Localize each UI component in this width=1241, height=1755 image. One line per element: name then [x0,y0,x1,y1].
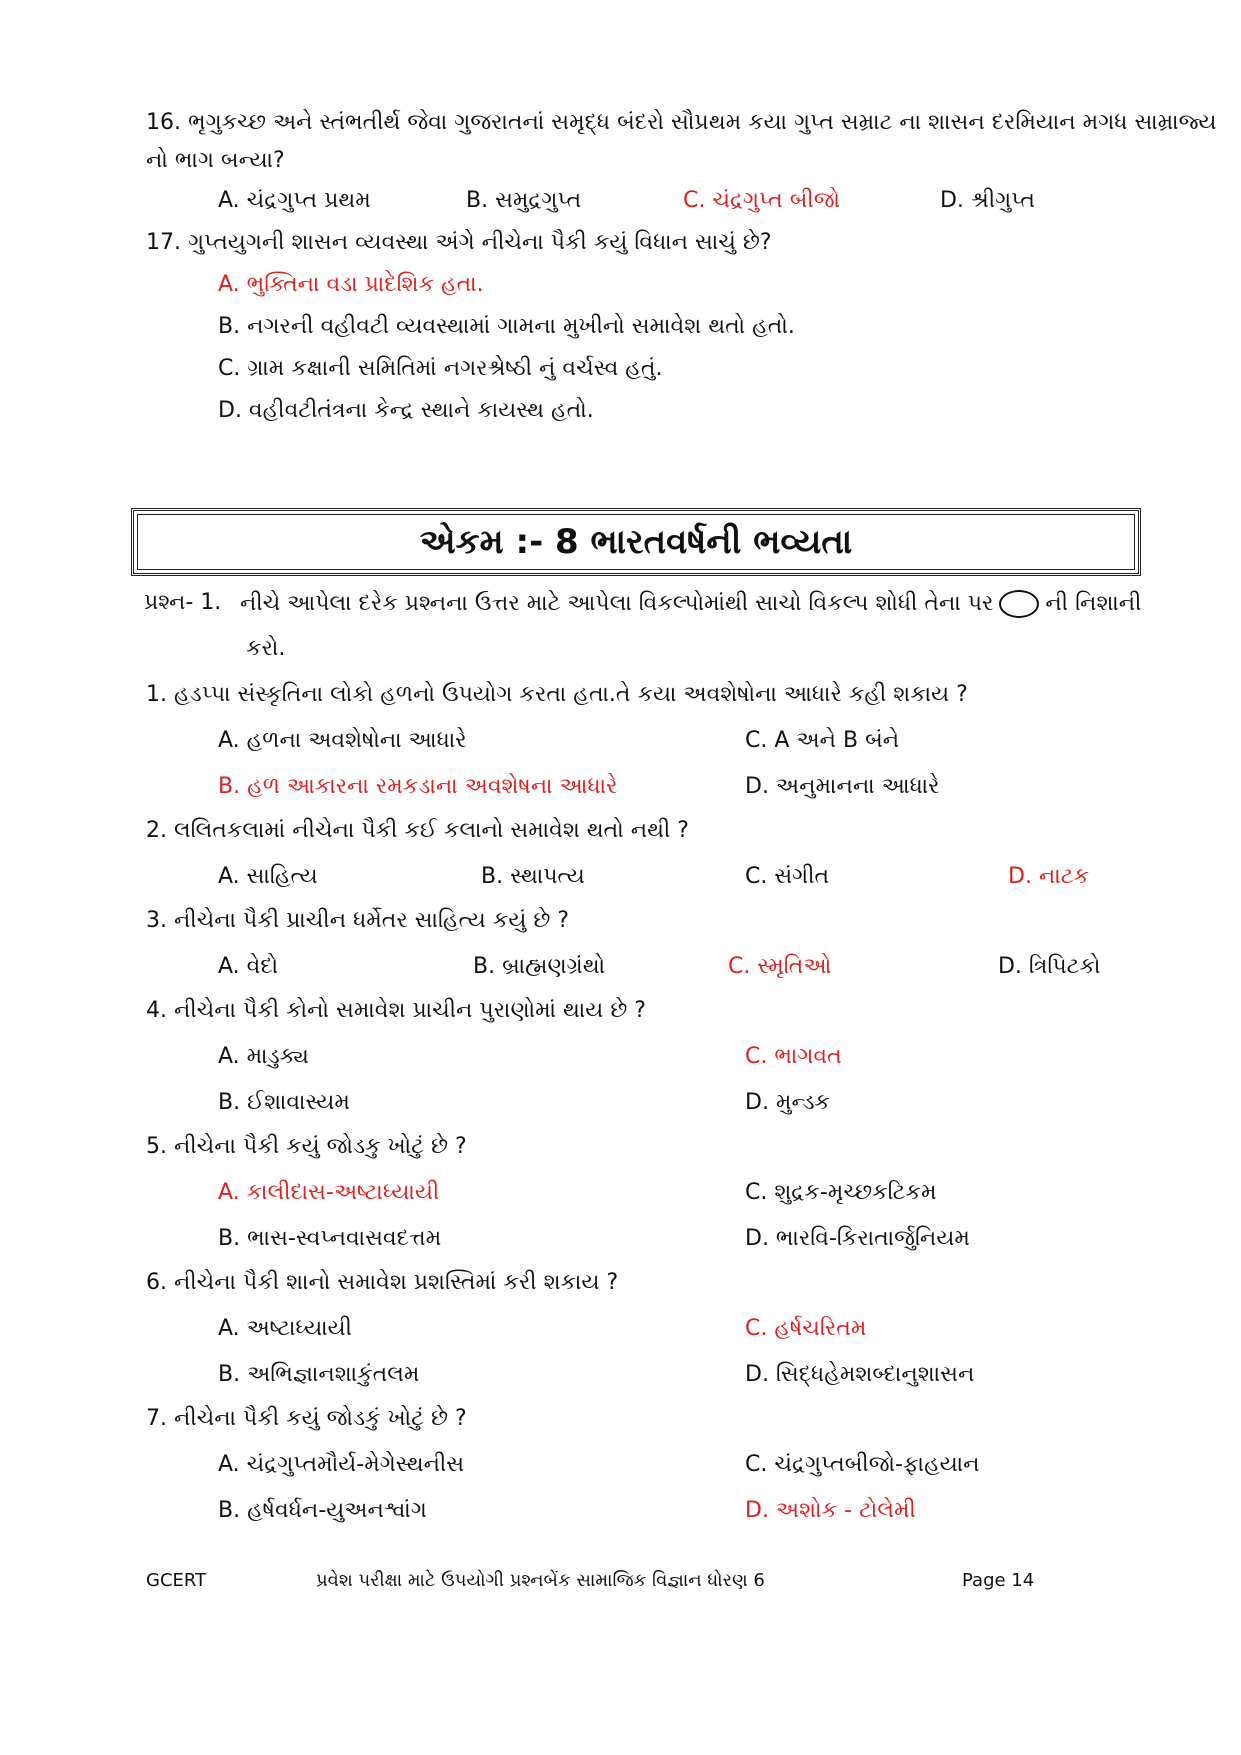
question-6-text: 6. નીચેના પૈકી શાનો સમાવેશ પ્રશસ્તિમાં કરી શકાય ? [146,1270,619,1295]
q17-option-a-correct: A. ભુક્તિના વડા પ્રાદેશિક હતા. [218,272,484,297]
instruction-line2: કરો. [246,636,286,661]
question-7-option-d-correct: D. અશોક - ટોલેમી [745,1498,916,1523]
question-3-option-a: A. વેદો [218,954,279,979]
footer-center: પ્રવેશ પરીક્ષા માટે ઉપયોગી પ્રશ્નબેંક સામાજિક વિજ્ઞાન ધોરણ 6 [316,1570,765,1591]
question-5-option-d: D. ભારવિ-કિરાતાર્જુનિયમ [745,1226,970,1251]
question-6-option-d: D. સિદ્ધહેમશબ્દાનુશાસન [745,1362,975,1387]
question-5-option-c: C. શુદ્રક-મૃચ્છકટિકમ [745,1180,937,1205]
question-4-text: 4. નીચેના પૈકી કોનો સમાવેશ પ્રાચીન પુરાણોમાં થાય છે ? [146,998,646,1023]
question-6-option-c-correct: C. હર્ષચરિતમ [745,1316,867,1341]
footer-page-number: Page 14 [962,1570,1035,1591]
instruction-text-before: નીચે આપેલા દરેક પ્રશ્નના ઉત્તર માટે આપેલા વિકલ્પોમાંથી સાચો વિકલ્પ શોધી તેના પર [240,591,994,616]
question-6-option-b: B. અભિજ્ઞાનશાકુંતલમ [218,1362,420,1387]
question-6-option-a: A. અષ્ટાધ્યાયી [218,1316,352,1341]
q16-option-b: B. સમુદ્રગુપ્ત [466,188,582,213]
q16-text-line1: 16. ભૃગુકચ્છ અને સ્તંભતીર્થ જેવા ગુજરાતનાં સમૃદ્ધ બંદરો સૌપ્રથમ કયા ગુપ્ત સમ્રાટ ના શાસન દરમિયાન મગધ સામ્રાજ્ય [146,110,1217,135]
question-1-option-d: D. અનુમાનના આધારે [745,774,940,799]
unit-title-box [131,508,1141,576]
question-3-option-d: D. ત્રિપિટકો [998,954,1101,979]
question-5-option-a-correct: A. કાલીદાસ-અષ્ટાધ્યાયી [218,1180,440,1205]
question-1-option-c: C. A અને B બંને [745,728,900,753]
instruction-label: પ્રશ્ન- 1. [144,590,222,615]
question-3-option-b: B. બ્રાહ્મણગ્રંથો [473,954,606,979]
question-7-option-b: B. હર્ષવર્ધન-યુઅનશ્વાંગ [218,1498,427,1523]
oval-mark-icon [999,590,1039,618]
question-2-option-a: A. સાહિત્ય [218,864,318,889]
q16-option-c-correct: C. ચંદ્રગુપ્ત બીજો [683,188,841,213]
question-7-option-a: A. ચંદ્રગુપ્તમૌર્ય-મેગેસ્થનીસ [218,1452,465,1477]
question-4-option-a: A. માડુક્ય [218,1044,309,1069]
question-3-option-c-correct: C. સ્મૃતિઓ [728,954,832,979]
question-7-option-c: C. ચંદ્રગુપ્તબીજો-ફાહયાન [745,1452,980,1477]
question-2-option-d-correct: D. નાટક [1008,864,1090,889]
q17-option-d: D. વહીવટીતંત્રના કેન્દ્ર સ્થાને કાયસ્થ હતો. [218,398,594,423]
question-1-option-b-correct: B. હળ આકારના રમકડાના અવશેષના આધારે [218,774,618,799]
footer-left: GCERT [146,1570,207,1591]
question-4-option-d: D. મુન્ડક [745,1090,831,1115]
question-2-option-c: C. સંગીત [745,864,830,889]
question-4-option-c-correct: C. ભાગવત [745,1044,842,1069]
unit-title: એકમ :- 8 ભારતવર્ષની ભવ્યતા [419,522,853,562]
question-5-option-b: B. ભાસ-સ્વપ્નવાસવદત્તમ [218,1226,442,1251]
question-7-text: 7. નીચેના પૈકી કયું જોડકું ખોટું છે ? [146,1406,467,1431]
q17-option-b: B. નગરની વહીવટી વ્યવસ્થામાં ગામના મુખીનો સમાવેશ થતો હતો. [218,314,795,339]
question-2-text: 2. લલિતકલામાં નીચેના પૈકી કઈ કલાનો સમાવેશ થતો નથી ? [146,818,689,843]
question-2-option-b: B. સ્થાપત્ય [481,864,585,889]
q17-option-c: C. ગ્રામ કક્ષાની સમિતિમાં નગરશ્રેષ્ઠી નું વર્ચસ્વ હતું. [218,356,663,381]
instruction-line1 [240,590,1141,618]
question-1-option-a: A. હળના અવશેષોના આધારે [218,728,467,753]
q16-text-line2: નો ભાગ બન્યા? [146,148,285,173]
instruction-text-after: ની નિશાની [1045,591,1142,616]
q16-option-a: A. ચંદ્રગુપ્ત પ્રથમ [218,188,371,213]
q16-option-d: D. શ્રીગુપ્ત [940,188,1035,213]
q17-text: 17. ગુપ્તયુગની શાસન વ્યવસ્થા અંગે નીચેના પૈકી કયું વિધાન સાચું છે? [146,230,772,255]
question-3-text: 3. નીચેના પૈકી પ્રાચીન ધર્મેતર સાહિત્ય કયું છે ? [146,908,570,933]
question-4-option-b: B. ઈશાવાસ્યમ [218,1090,350,1115]
question-5-text: 5. નીચેના પૈકી કયું જોડકુ ખોટું છે ? [146,1134,467,1159]
question-1-text: 1. હડપ્પા સંસ્કૃતિના લોકો હળનો ઉપયોગ કરતા હતા.તે કયા અવશેષોના આધારે કહી શકાય ? [146,682,968,707]
